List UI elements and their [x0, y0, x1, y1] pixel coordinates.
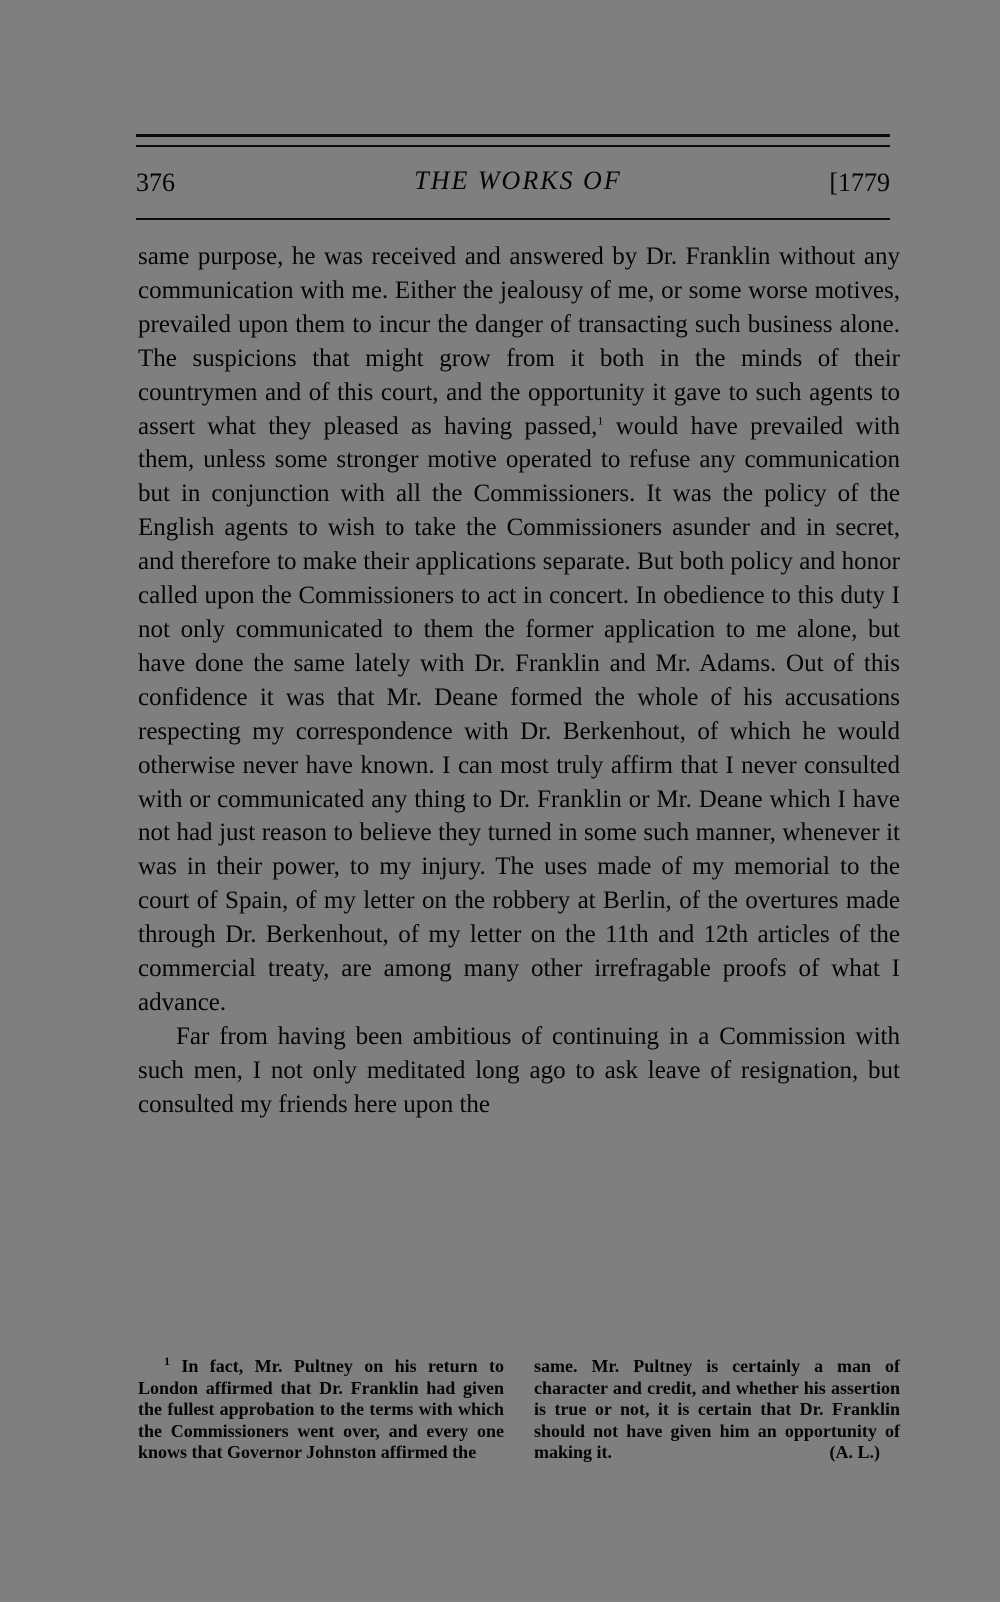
- paragraph-text: would have prevailed with them, unless some stronger motive operated to refuse any communication but in conjunction with all the Commissioners. It was the policy of the English agents to wish to take the Commissioners asunder and in secret, and therefore to make their applications separate. But both policy and honor called upon the Commissioners to act in concert. In obedience to this duty I not only communicated to them the former application to me alone, but have done the same lately with Dr. Franklin and Mr. Adams. Out of this confidence it was that Mr. Deane formed the whole of his accusations respecting my correspondence with Dr. Berkenhout, of which he would otherwise never have known. I can most truly affirm that I never consulted with or communicated any thing to Dr. Franklin or Mr. Deane which I have not had just reason to believe they turned in some such manner, whenever it was in their power, to my injury. The uses made of my memorial to the court of Spain, of my letter on the robbery at Berlin, of the overtures made through Dr. Berkenhout, of my letter on the 11th and 12th articles of the commercial treaty, are among many other irrefragable proofs of what I advance.: [138, 412, 900, 1016]
- page-number: 376: [136, 168, 175, 197]
- running-head: [136, 166, 890, 206]
- footnote: [138, 1356, 900, 1464]
- top-double-rule: [136, 134, 890, 137]
- footnote-reference[interactable]: 1: [597, 413, 604, 428]
- footnote-right-column: [534, 1356, 900, 1464]
- top-double-rule-lower: [136, 145, 890, 147]
- paragraph: Far from having been ambitious of continuing in a Commission with such men, I not only meditated long ago to ask leave of resignation, but consulted my friends here upon the: [138, 1022, 900, 1118]
- footnote-left-column: [138, 1356, 504, 1464]
- footnote-text: same. Mr. Pultney is certainly a man of character and credit, and whether his assertion is true or not, it is certain that Dr. Franklin should not have given him an opportunity of making it.: [534, 1356, 900, 1463]
- footnote-signature: (A. L.): [829, 1442, 880, 1463]
- running-year: [1779: [829, 168, 890, 197]
- paragraph-text: same purpose, he was received and answered by Dr. Franklin without any communication with me. Either the jealousy of me, or some worse motives, prevailed upon them to incur the danger of transacting such business alone. The suspicions that might grow from it both in the minds of their countrymen and of this court, and the opportunity it gave to such agents to assert what they pleased as having passed,: [138, 243, 900, 440]
- running-title: THE WORKS OF: [414, 166, 622, 195]
- body-text: [138, 240, 900, 1122]
- footnote-text: In fact, Mr. Pultney on his return to London affirmed that Dr. Franklin had given the fullest approbation to the terms with which the Commissioners went over, and every one knows that Governor Johnston affirmed the: [138, 1356, 504, 1463]
- header-rule: [136, 218, 890, 220]
- paragraph: [138, 240, 900, 1020]
- footnote-marker: 1: [164, 1354, 170, 1368]
